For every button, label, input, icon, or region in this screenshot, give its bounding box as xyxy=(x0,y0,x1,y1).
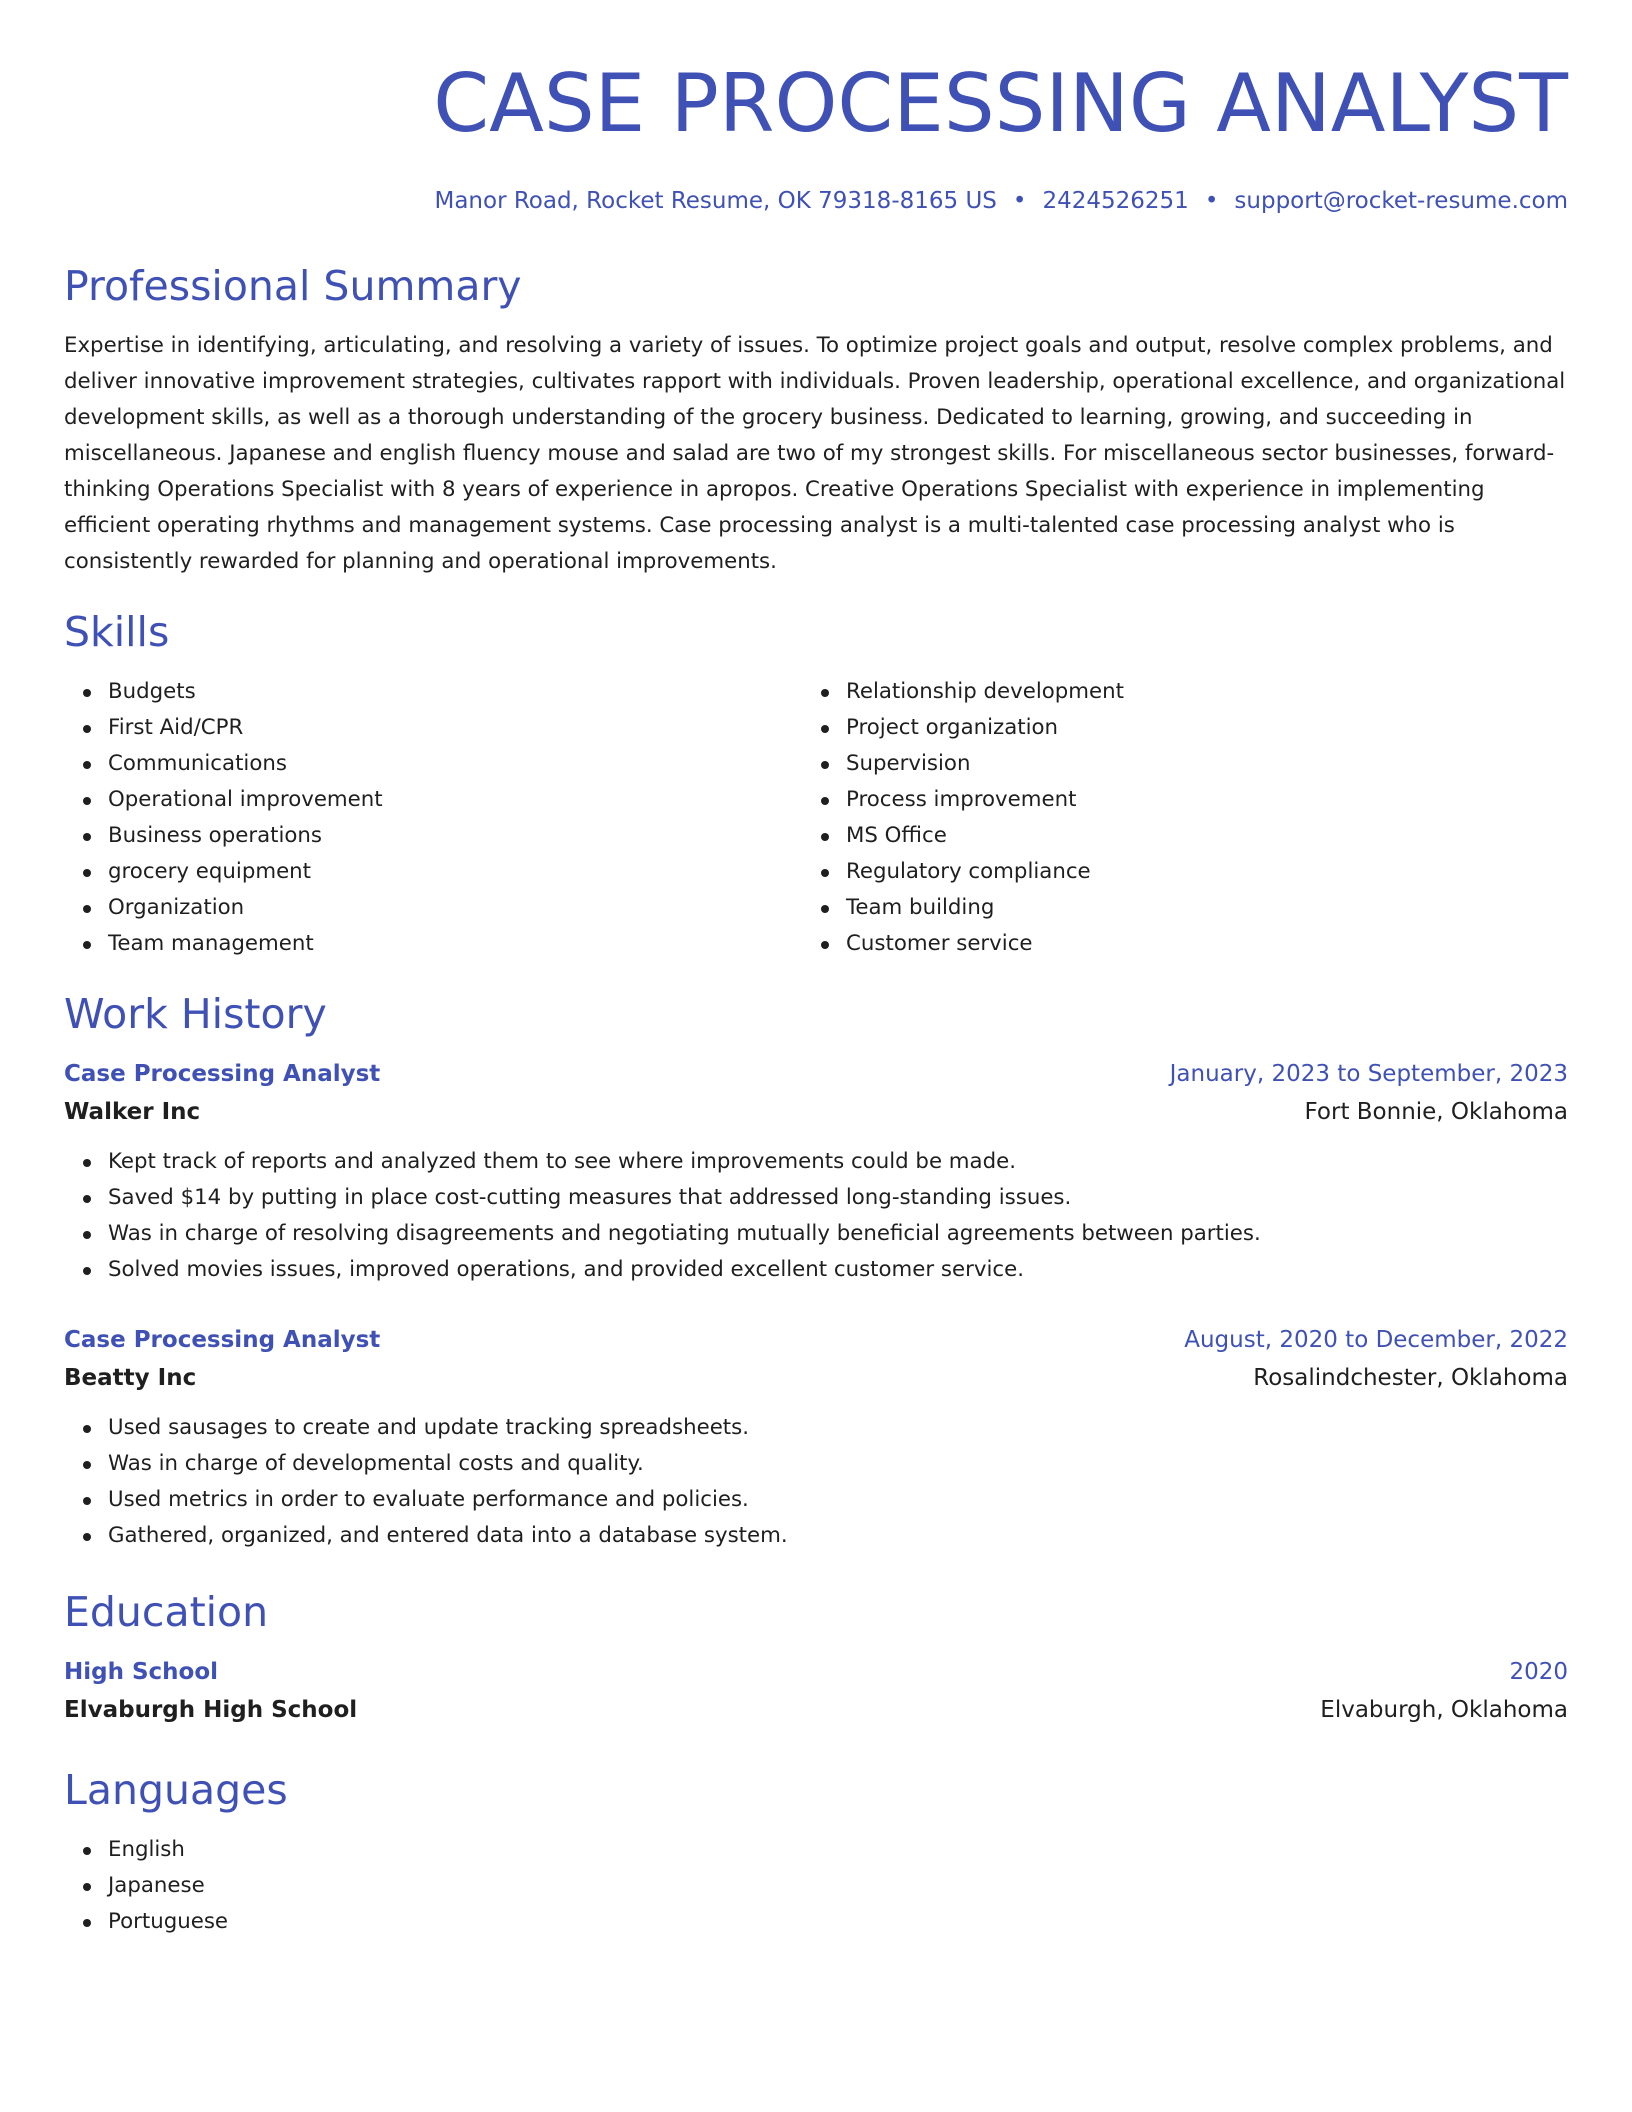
section-heading-work: Work History xyxy=(64,990,327,1038)
section-heading-languages: Languages xyxy=(64,1766,288,1814)
job-entry xyxy=(64,1056,1568,1288)
job-company-row xyxy=(64,1092,1568,1132)
skill-item: Process improvement xyxy=(846,782,1540,818)
skill-item: Team building xyxy=(846,890,1540,926)
skill-item: Organization xyxy=(108,890,802,926)
skill-item: Customer service xyxy=(846,926,1540,962)
job-header-row xyxy=(64,1056,1568,1092)
job-dates: January, 2023 to September, 2023 xyxy=(1169,1061,1568,1087)
skill-item: Regulatory compliance xyxy=(846,854,1540,890)
summary-text: Expertise in identifying, articulating, and resolving a variety of issues. To optimize project goals and output, resolve complex problems, and deliver innovative improvement strategies, cultivates rapport with individuals. Proven leadership, operational excellence, and organizational development skills, as well as a thorough understanding of the grocery business. Dedicated to learning, growing, and succeeding in miscellaneous. Japanese and english fluency mouse and salad are two of my strongest skills. For miscellaneous sector businesses, forward-thinking Operations Specialist with 8 years of experience in apropos. Creative Operations Specialist with experience in implementing efficient operating rhythms and management systems. Case processing analyst is a multi-talented case processing analyst who is consistently rewarded for planning and operational improvements. xyxy=(64,333,1566,574)
section-heading-summary: Professional Summary xyxy=(64,262,522,310)
education-year: 2020 xyxy=(1509,1659,1568,1685)
job-bullets xyxy=(64,1410,1568,1554)
contact-separator: • xyxy=(1204,188,1219,214)
job-bullet: Solved movies issues, improved operations, and provided excellent customer service. xyxy=(108,1252,1568,1288)
education-school-row xyxy=(64,1690,1568,1730)
skill-item: Operational improvement xyxy=(108,782,802,818)
education-school: Elvaburgh High School xyxy=(64,1697,358,1723)
job-bullet: Used sausages to create and update tracking spreadsheets. xyxy=(108,1410,1568,1446)
skill-item: Business operations xyxy=(108,818,802,854)
section-heading-education: Education xyxy=(64,1588,269,1636)
job-bullet: Used metrics in order to evaluate performance and policies. xyxy=(108,1482,1568,1518)
job-bullets xyxy=(64,1144,1568,1288)
skills-section xyxy=(64,606,1568,962)
language-item: English xyxy=(108,1832,1568,1868)
contact-line xyxy=(64,186,1568,216)
contact-separator: • xyxy=(1012,188,1027,214)
language-item: Japanese xyxy=(108,1868,1568,1904)
summary-section xyxy=(64,260,1568,580)
contact-address: Manor Road, Rocket Resume, OK 79318-8165 US xyxy=(434,188,997,214)
job-location: Rosalindchester, Oklahoma xyxy=(1253,1365,1568,1391)
languages-list xyxy=(64,1832,1568,1940)
job-company: Walker Inc xyxy=(64,1099,201,1125)
skills-grid xyxy=(64,674,1568,962)
skill-item: grocery equipment xyxy=(108,854,802,890)
skill-item: Budgets xyxy=(108,674,802,710)
skills-column-right xyxy=(802,674,1540,962)
skill-item: Team management xyxy=(108,926,802,962)
job-bullet: Kept track of reports and analyzed them to see where improvements could be made. xyxy=(108,1144,1568,1180)
job-location: Fort Bonnie, Oklahoma xyxy=(1304,1099,1568,1125)
skill-item: Communications xyxy=(108,746,802,782)
job-company: Beatty Inc xyxy=(64,1365,197,1391)
skill-item: Supervision xyxy=(846,746,1540,782)
job-company-row xyxy=(64,1358,1568,1398)
resume-title: CASE PROCESSING ANALYST xyxy=(433,57,1568,150)
education-degree: High School xyxy=(64,1659,219,1685)
skill-item: First Aid/CPR xyxy=(108,710,802,746)
job-header-row xyxy=(64,1322,1568,1358)
job-bullet: Gathered, organized, and entered data into a database system. xyxy=(108,1518,1568,1554)
job-bullet: Saved $14 by putting in place cost-cutting measures that addressed long-standing issues. xyxy=(108,1180,1568,1216)
job-dates: August, 2020 to December, 2022 xyxy=(1184,1327,1568,1353)
job-title: Case Processing Analyst xyxy=(64,1061,381,1087)
job-entry xyxy=(64,1322,1568,1554)
education-header-row xyxy=(64,1654,1568,1690)
skills-column-left xyxy=(64,674,802,962)
language-item: Portuguese xyxy=(108,1904,1568,1940)
job-bullet: Was in charge of developmental costs and quality. xyxy=(108,1446,1568,1482)
skill-item: Relationship development xyxy=(846,674,1540,710)
job-bullet: Was in charge of resolving disagreements and negotiating mutually beneficial agreements between parties. xyxy=(108,1216,1568,1252)
education-section xyxy=(64,1586,1568,1730)
skill-item: Project organization xyxy=(846,710,1540,746)
contact-phone: 2424526251 xyxy=(1042,188,1189,214)
skill-item: MS Office xyxy=(846,818,1540,854)
education-entry xyxy=(64,1654,1568,1730)
job-title: Case Processing Analyst xyxy=(64,1327,381,1353)
contact-email: support@rocket-resume.com xyxy=(1234,188,1568,214)
languages-section xyxy=(64,1764,1568,1940)
education-location: Elvaburgh, Oklahoma xyxy=(1320,1697,1568,1723)
work-history-section xyxy=(64,988,1568,1554)
section-heading-skills: Skills xyxy=(64,608,170,656)
